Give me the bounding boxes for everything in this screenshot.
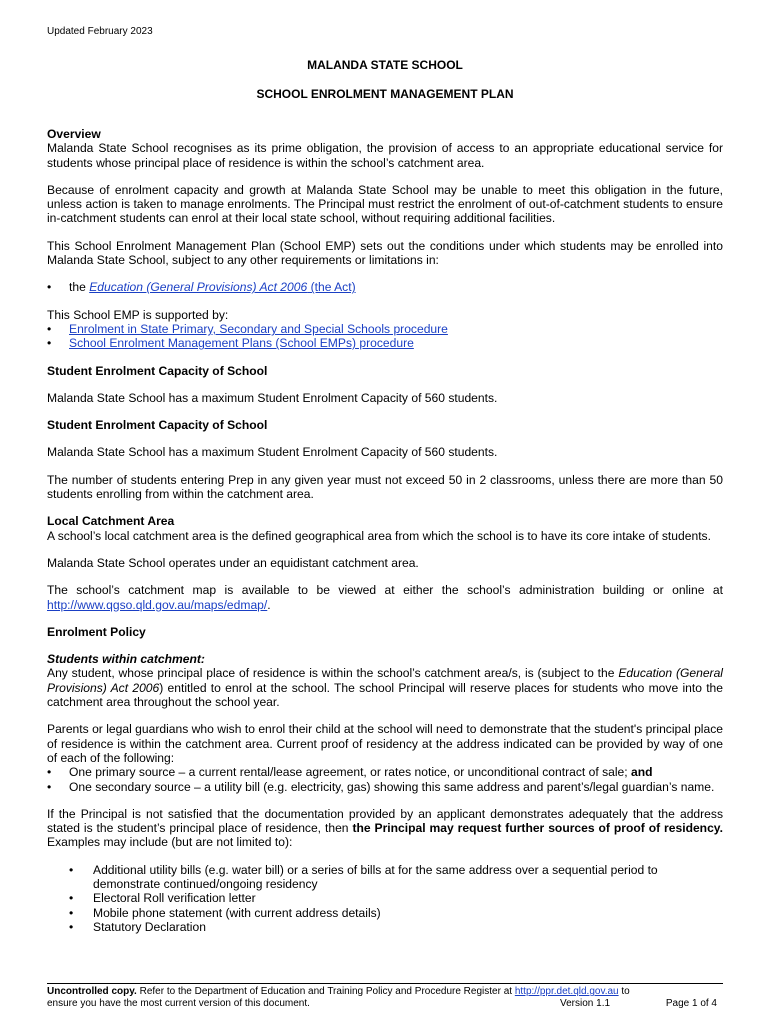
list-item: • Mobile phone statement (with current address details) — [69, 905, 381, 920]
bullet: • — [47, 779, 52, 794]
plan-title: SCHOOL ENROLMENT MANAGEMENT PLAN — [256, 87, 514, 101]
enrolment-procedure-link[interactable]: Enrolment in State Primary, Secondary and Special Schools procedure — [69, 321, 448, 336]
list-item: • One secondary source – a utility bill (e.g. electricity, gas) showing this same address and parent’s/legal guardian’s name. — [47, 779, 715, 794]
bullet: • — [47, 321, 52, 336]
list-item: • the Education (General Provisions) Act 2006 (the Act) — [47, 280, 356, 295]
capacity-heading-2: Student Enrolment Capacity of School — [47, 418, 268, 433]
bullet: • — [69, 905, 74, 920]
catchment-paragraph-2: Malanda State School operates under an equidistant catchment area. — [47, 555, 419, 570]
page-number: Page 1 of 4 — [665, 998, 717, 1009]
prep-limit-text: The number of students entering Prep in any given year must not exceed 50 in 2 classrooms, unless there are more than 50 students enrolling from within the catchment area. — [47, 472, 723, 502]
footer-line-1: Uncontrolled copy. Refer to the Department of Education and Training Policy and Procedure Register at http://ppr.det.qld.gov.au to — [47, 986, 630, 997]
overview-paragraph-1: Malanda State School recognises as its prime obligation, the provision of access to an appropriate educational service for students whose principal place of residence is within the school’s catchment area. — [47, 141, 723, 170]
ppr-register-link[interactable]: http://ppr.det.qld.gov.au — [514, 986, 619, 997]
catchment-map-link[interactable]: http://www.qgso.qld.gov.au/maps/edmap/ — [47, 597, 268, 612]
support-links-list — [47, 322, 723, 351]
catchment-paragraph-1: A school’s local catchment area is the defined geographical area from which the school is to have its core intake of students. — [47, 528, 711, 543]
policy-paragraph-3: If the Principal is not satisfied that the documentation provided by an applicant demonstrates adequately that the address stated is the student’s principal place of residence, then the Principal may request further sources of proof of residency. Examples may include (but are not limited to): — [47, 806, 723, 850]
school-title: MALANDA STATE SCHOOL — [307, 58, 463, 72]
bullet: • — [69, 919, 74, 934]
proof-sources-list — [47, 765, 723, 794]
bullet: • — [47, 280, 52, 295]
capacity-heading-1: Student Enrolment Capacity of School — [47, 363, 268, 378]
bullet: • — [69, 891, 74, 906]
list-item: • Electoral Roll verification letter — [69, 891, 256, 906]
footer — [47, 986, 723, 1010]
bullet: • — [47, 765, 52, 780]
policy-heading: Enrolment Policy — [47, 624, 146, 639]
act-list — [47, 280, 723, 294]
bullet: • — [69, 862, 74, 877]
bullet: • — [47, 336, 52, 351]
list-item: • Statutory Declaration — [69, 919, 206, 934]
list-item: • Additional utility bills (e.g. water bill) or a series of bills at for the same address over a sequential period to demonstrate continued/ongoing residency — [69, 862, 658, 891]
policy-paragraph-1: Any student, whose principal place of residence is within the school’s catchment area/s, is (subject to the Education (General Provisions) Act 2006) entitled to enrol at the school. The school Principal will reserve places for students who move into the catchment area throughout the school year. — [47, 666, 724, 710]
further-proof-list — [47, 863, 723, 934]
list-item — [47, 322, 723, 336]
within-catchment-subheading: Students within catchment: — [47, 652, 205, 667]
list-item — [47, 336, 723, 350]
supported-by-text: This School EMP is supported by: — [47, 307, 229, 322]
list-item: • One primary source – a current rental/lease agreement, or rates notice, or unconditional contract of sale; and — [47, 765, 653, 780]
footer-divider — [47, 983, 723, 984]
policy-paragraph-2: Parents or legal guardians who wish to enrol their child at the school will need to demonstrate that the student's principal place of residence is within the catchment area. Current proof of residency at the address indicated can be provided by way of one of each of the following: — [47, 722, 723, 765]
updated-date: Updated February 2023 — [47, 26, 153, 37]
catchment-paragraph-3: The school’s catchment map is available to be viewed at either the school’s administration building or online at http://www.qgso.qld.gov.au/maps/edmap/. — [47, 583, 723, 612]
capacity-text-2: Malanda State School has a maximum Student Enrolment Capacity of 560 students. — [47, 445, 498, 460]
catchment-heading: Local Catchment Area — [47, 514, 175, 529]
overview-paragraph-2: Because of enrolment capacity and growth at Malanda State School may be unable to meet this obligation in the future, unless action is taken to manage enrolments. The Principal must restrict the enrolment of out-of-catchment students to ensure in-catchment students can enrol at their local state school, without requiring additional facilities. — [47, 182, 723, 226]
footer-line-2: ensure you have the most current version of this document. Version 1.1 Page 1 of 4 — [47, 998, 717, 1009]
version-label: Version 1.1 — [560, 998, 611, 1009]
overview-heading: Overview — [47, 127, 101, 141]
overview-paragraph-3: This School Enrolment Management Plan (School EMP) sets out the conditions under which students may be enrolled into Malanda State School, subject to any other requirements or limitations in: — [47, 238, 723, 268]
act-link[interactable]: Education (General Provisions) Act 2006 — [89, 280, 308, 295]
emp-procedure-link[interactable]: School Enrolment Management Plans (School EMPs) procedure — [69, 336, 414, 351]
capacity-text-1: Malanda State School has a maximum Student Enrolment Capacity of 560 students. — [47, 390, 498, 405]
document-body — [47, 127, 723, 934]
act-link-suffix[interactable]: (the Act) — [307, 280, 356, 295]
